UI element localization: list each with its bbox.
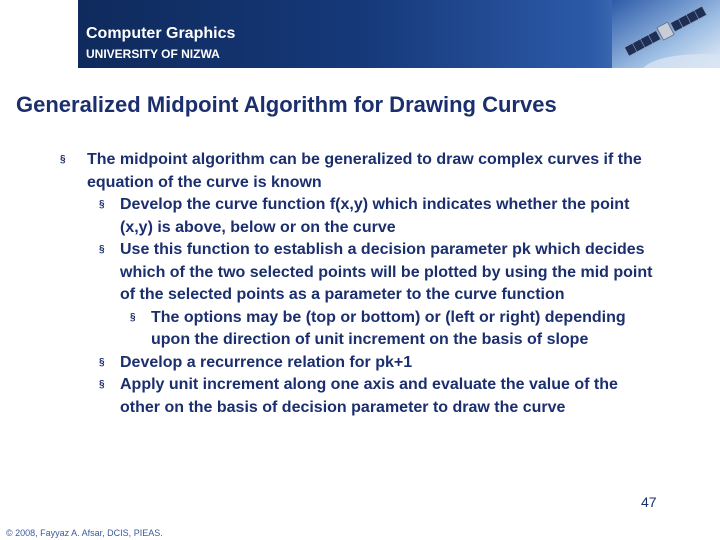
- page-number: 47: [641, 494, 657, 510]
- course-title: Computer Graphics: [86, 25, 236, 42]
- satellite-icon: [612, 0, 720, 68]
- bullet-marker-icon: §: [99, 379, 105, 390]
- bullet-item: [60, 149, 647, 194]
- bullet-item: [130, 307, 661, 352]
- bullet-item: [99, 239, 660, 307]
- bullet-text: The options may be (top or bottom) or (left or right) depending upon the direction of unit increment on the basis of slope: [151, 308, 626, 348]
- bullet-marker-icon: §: [60, 154, 66, 165]
- bullet-text: Develop a recurrence relation for pk+1: [120, 353, 413, 371]
- bullet-marker-icon: §: [99, 356, 105, 368]
- bullet-marker-icon: §: [99, 199, 105, 210]
- bullet-text: Apply unit increment along one axis and evaluate the value of the other on the basis of decision parameter to draw the curve: [120, 376, 618, 416]
- bullet-item: [99, 374, 660, 419]
- bullet-item: [99, 352, 660, 375]
- slide-title: Generalized Midpoint Algorithm for Drawing Curves: [16, 92, 557, 117]
- bullet-list: [0, 149, 720, 419]
- university-name: UNIVERSITY OF NIZWA: [86, 47, 220, 61]
- bullet-text: Develop the curve function f(x,y) which indicates whether the point (x,y) is above, below or on the curve: [120, 196, 630, 236]
- footer-copyright: © 2008, Fayyaz A. Afsar, DCIS, PIEAS.: [6, 528, 163, 538]
- bullet-text: Use this function to establish a decision parameter pk which decides which of the two selected points will be plotted by using the mid point of the selected points as a parameter to the curve function: [120, 241, 653, 303]
- bullet-marker-icon: §: [99, 244, 105, 255]
- bullet-marker-icon: §: [130, 311, 136, 323]
- bullet-text: The midpoint algorithm can be generalized to draw complex curves if the equation of the curve is known: [87, 151, 642, 191]
- bullet-item: [99, 194, 660, 239]
